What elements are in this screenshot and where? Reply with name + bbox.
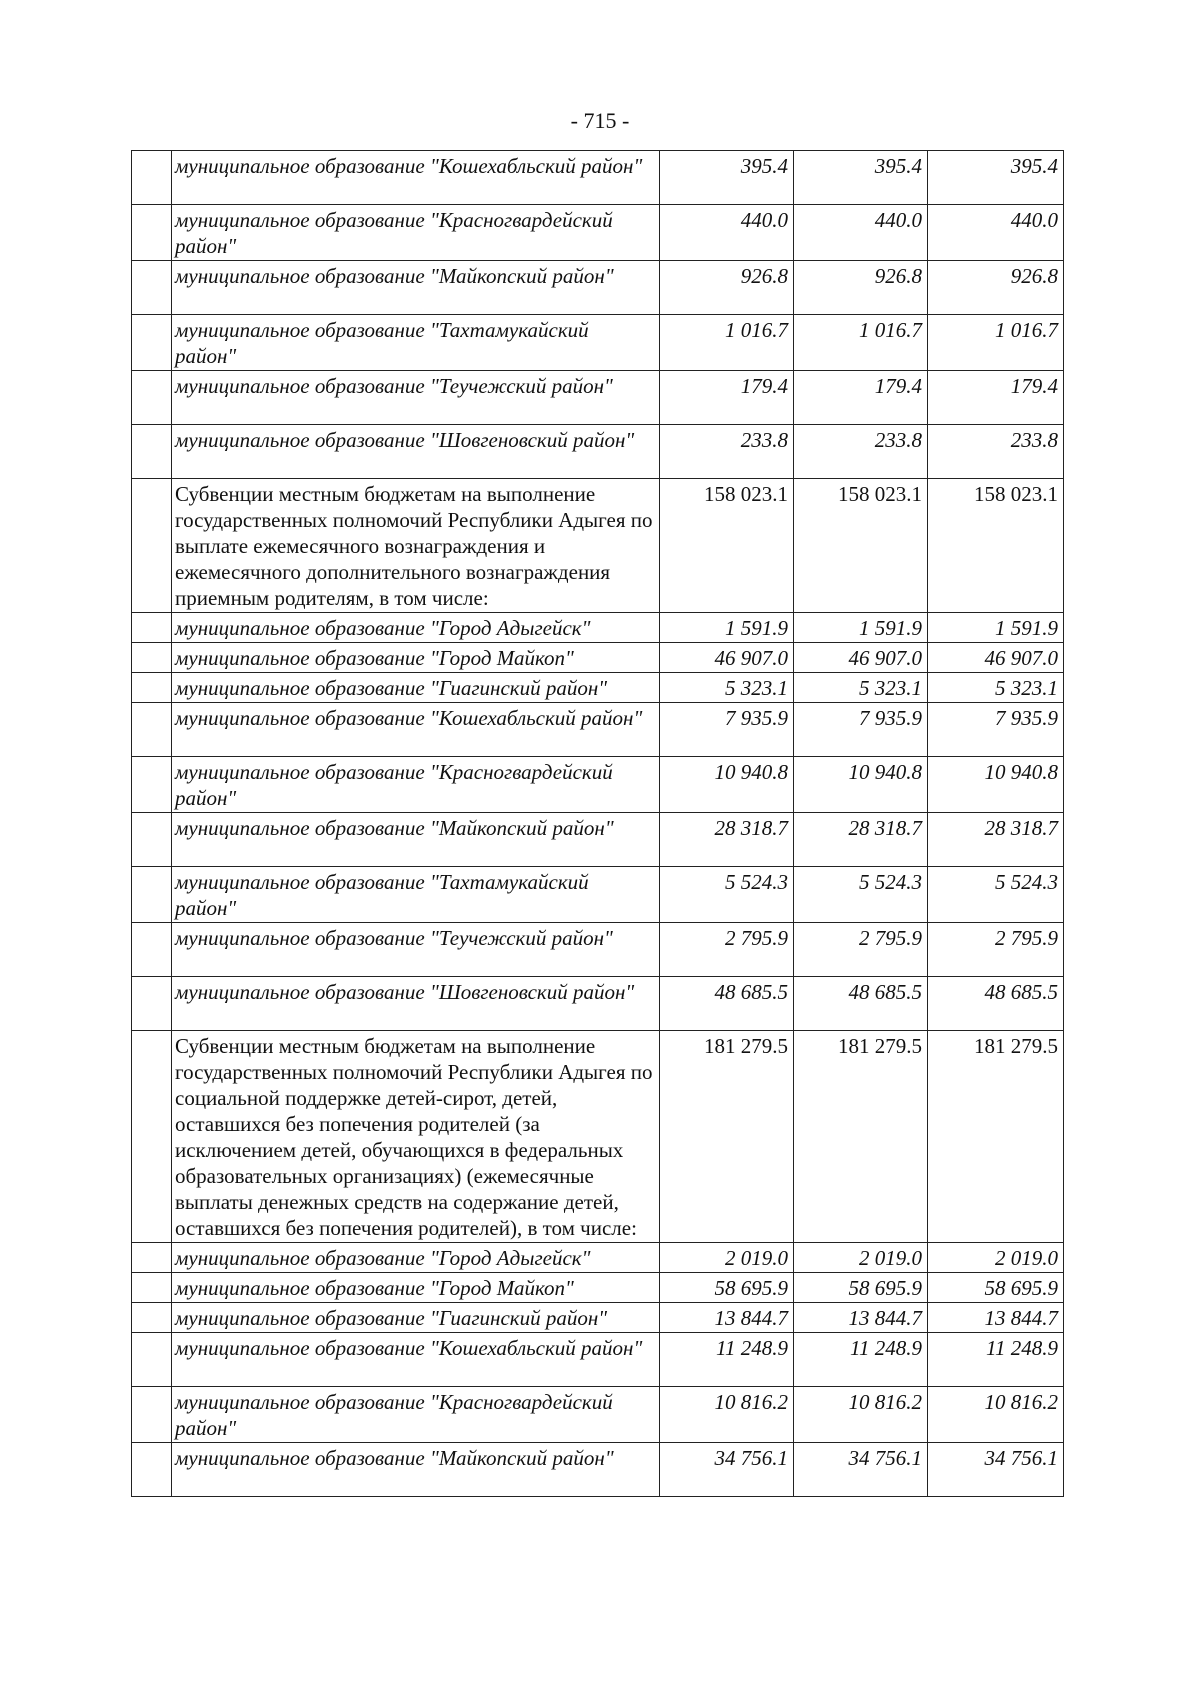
row-amount-1: 34 756.1 (660, 1443, 794, 1497)
table-row (132, 977, 1064, 1031)
table-row (132, 1443, 1064, 1497)
row-blank-cell (132, 1387, 172, 1443)
row-blank-cell (132, 703, 172, 757)
table-row (132, 703, 1064, 757)
row-amount-1: 181 279.5 (660, 1031, 794, 1243)
table-row (132, 1333, 1064, 1387)
table-row (132, 1387, 1064, 1443)
row-amount-3: 179.4 (928, 371, 1064, 425)
row-amount-3: 34 756.1 (928, 1443, 1064, 1497)
row-description: муниципальное образование "Шовгеновский район" (172, 977, 660, 1031)
row-description: муниципальное образование "Красногвардейский район" (172, 757, 660, 813)
row-amount-1: 1 591.9 (660, 613, 794, 643)
table-row (132, 923, 1064, 977)
row-blank-cell (132, 1243, 172, 1273)
row-amount-3: 10 816.2 (928, 1387, 1064, 1443)
row-amount-1: 179.4 (660, 371, 794, 425)
row-amount-3: 10 940.8 (928, 757, 1064, 813)
row-blank-cell (132, 315, 172, 371)
table-row (132, 673, 1064, 703)
table-row (132, 867, 1064, 923)
row-amount-2: 13 844.7 (794, 1303, 928, 1333)
row-amount-1: 10 940.8 (660, 757, 794, 813)
row-amount-1: 46 907.0 (660, 643, 794, 673)
row-blank-cell (132, 1333, 172, 1387)
row-blank-cell (132, 1273, 172, 1303)
row-description: муниципальное образование "Город Майкоп" (172, 643, 660, 673)
table-row (132, 371, 1064, 425)
row-description: муниципальное образование "Майкопский район" (172, 261, 660, 315)
row-amount-1: 5 524.3 (660, 867, 794, 923)
page-number: - 715 - (570, 108, 630, 133)
row-amount-3: 1 016.7 (928, 315, 1064, 371)
row-amount-1: 28 318.7 (660, 813, 794, 867)
row-amount-2: 233.8 (794, 425, 928, 479)
row-blank-cell (132, 757, 172, 813)
row-amount-2: 10 816.2 (794, 1387, 928, 1443)
row-blank-cell (132, 425, 172, 479)
row-amount-1: 440.0 (660, 205, 794, 261)
row-blank-cell (132, 261, 172, 315)
row-amount-3: 28 318.7 (928, 813, 1064, 867)
row-amount-1: 10 816.2 (660, 1387, 794, 1443)
row-amount-2: 440.0 (794, 205, 928, 261)
table-row (132, 1273, 1064, 1303)
row-amount-2: 1 591.9 (794, 613, 928, 643)
row-amount-3: 158 023.1 (928, 479, 1064, 613)
row-amount-3: 5 524.3 (928, 867, 1064, 923)
row-amount-3: 2 795.9 (928, 923, 1064, 977)
row-description: муниципальное образование "Город Адыгейск" (172, 613, 660, 643)
row-blank-cell (132, 479, 172, 613)
table-row (132, 205, 1064, 261)
row-amount-2: 28 318.7 (794, 813, 928, 867)
table-row (132, 1243, 1064, 1273)
row-blank-cell (132, 643, 172, 673)
row-amount-1: 7 935.9 (660, 703, 794, 757)
row-amount-1: 11 248.9 (660, 1333, 794, 1387)
row-amount-3: 233.8 (928, 425, 1064, 479)
table-row (132, 643, 1064, 673)
row-amount-1: 13 844.7 (660, 1303, 794, 1333)
row-description: муниципальное образование "Шовгеновский район" (172, 425, 660, 479)
row-amount-2: 5 323.1 (794, 673, 928, 703)
row-amount-3: 58 695.9 (928, 1273, 1064, 1303)
table-row (132, 1303, 1064, 1333)
row-description: муниципальное образование "Город Майкоп" (172, 1273, 660, 1303)
row-description: муниципальное образование "Кошехабльский район" (172, 703, 660, 757)
row-amount-3: 2 019.0 (928, 1243, 1064, 1273)
row-amount-3: 926.8 (928, 261, 1064, 315)
row-description: муниципальное образование "Тахтамукайский район" (172, 315, 660, 371)
table-row (132, 479, 1064, 613)
row-amount-1: 58 695.9 (660, 1273, 794, 1303)
row-blank-cell (132, 923, 172, 977)
row-blank-cell (132, 813, 172, 867)
table-row (132, 757, 1064, 813)
row-amount-3: 5 323.1 (928, 673, 1064, 703)
row-amount-2: 10 940.8 (794, 757, 928, 813)
row-amount-2: 11 248.9 (794, 1333, 928, 1387)
row-description: муниципальное образование "Тахтамукайский район" (172, 867, 660, 923)
row-blank-cell (132, 867, 172, 923)
row-amount-2: 46 907.0 (794, 643, 928, 673)
row-description: муниципальное образование "Кошехабльский район" (172, 151, 660, 205)
row-amount-3: 1 591.9 (928, 613, 1064, 643)
table-row (132, 1031, 1064, 1243)
row-description: муниципальное образование "Теучежский район" (172, 923, 660, 977)
row-amount-3: 440.0 (928, 205, 1064, 261)
row-description: Субвенции местным бюджетам на выполнение государственных полномочий Республики Адыгея по социальной поддержке детей-сирот, детей, оставшихся без попечения родителей (за исключением детей, обучающихся в федеральных образовательных организациях) (ежемесячные выплаты денежных средств на содержание детей, оставшихся без попечения родителей), в том числе: (172, 1031, 660, 1243)
row-description: муниципальное образование "Майкопский район" (172, 813, 660, 867)
row-amount-2: 181 279.5 (794, 1031, 928, 1243)
row-blank-cell (132, 977, 172, 1031)
row-amount-1: 233.8 (660, 425, 794, 479)
row-description: муниципальное образование "Майкопский район" (172, 1443, 660, 1497)
row-description: муниципальное образование "Красногвардейский район" (172, 205, 660, 261)
row-amount-1: 2 795.9 (660, 923, 794, 977)
row-amount-3: 181 279.5 (928, 1031, 1064, 1243)
row-description: Субвенции местным бюджетам на выполнение государственных полномочий Республики Адыгея по выплате ежемесячного вознаграждения и ежемесячного дополнительного вознаграждения приемным родителям, в том числе: (172, 479, 660, 613)
budget-table (131, 150, 1064, 1497)
row-amount-2: 48 685.5 (794, 977, 928, 1031)
row-amount-3: 7 935.9 (928, 703, 1064, 757)
row-amount-2: 2 795.9 (794, 923, 928, 977)
table-row (132, 261, 1064, 315)
row-amount-1: 5 323.1 (660, 673, 794, 703)
row-description: муниципальное образование "Город Адыгейск" (172, 1243, 660, 1273)
row-amount-2: 58 695.9 (794, 1273, 928, 1303)
row-amount-3: 48 685.5 (928, 977, 1064, 1031)
row-blank-cell (132, 673, 172, 703)
table-row (132, 813, 1064, 867)
row-amount-2: 5 524.3 (794, 867, 928, 923)
row-amount-2: 395.4 (794, 151, 928, 205)
row-amount-2: 34 756.1 (794, 1443, 928, 1497)
row-blank-cell (132, 205, 172, 261)
row-blank-cell (132, 1443, 172, 1497)
row-amount-3: 13 844.7 (928, 1303, 1064, 1333)
row-amount-1: 1 016.7 (660, 315, 794, 371)
table-row (132, 315, 1064, 371)
row-amount-2: 179.4 (794, 371, 928, 425)
row-amount-3: 395.4 (928, 151, 1064, 205)
row-blank-cell (132, 371, 172, 425)
row-amount-3: 11 248.9 (928, 1333, 1064, 1387)
row-amount-1: 2 019.0 (660, 1243, 794, 1273)
row-amount-1: 158 023.1 (660, 479, 794, 613)
row-description: муниципальное образование "Красногвардейский район" (172, 1387, 660, 1443)
row-amount-2: 1 016.7 (794, 315, 928, 371)
row-amount-1: 395.4 (660, 151, 794, 205)
row-amount-2: 7 935.9 (794, 703, 928, 757)
table-body (132, 151, 1064, 1497)
row-description: муниципальное образование "Теучежский район" (172, 371, 660, 425)
row-description: муниципальное образование "Гиагинский район" (172, 673, 660, 703)
row-amount-1: 48 685.5 (660, 977, 794, 1031)
row-amount-3: 46 907.0 (928, 643, 1064, 673)
row-description: муниципальное образование "Кошехабльский район" (172, 1333, 660, 1387)
table-row (132, 151, 1064, 205)
row-blank-cell (132, 151, 172, 205)
row-description: муниципальное образование "Гиагинский район" (172, 1303, 660, 1333)
table-row (132, 613, 1064, 643)
row-amount-2: 2 019.0 (794, 1243, 928, 1273)
row-amount-2: 158 023.1 (794, 479, 928, 613)
row-amount-1: 926.8 (660, 261, 794, 315)
row-blank-cell (132, 613, 172, 643)
row-blank-cell (132, 1031, 172, 1243)
row-blank-cell (132, 1303, 172, 1333)
table-row (132, 425, 1064, 479)
row-amount-2: 926.8 (794, 261, 928, 315)
